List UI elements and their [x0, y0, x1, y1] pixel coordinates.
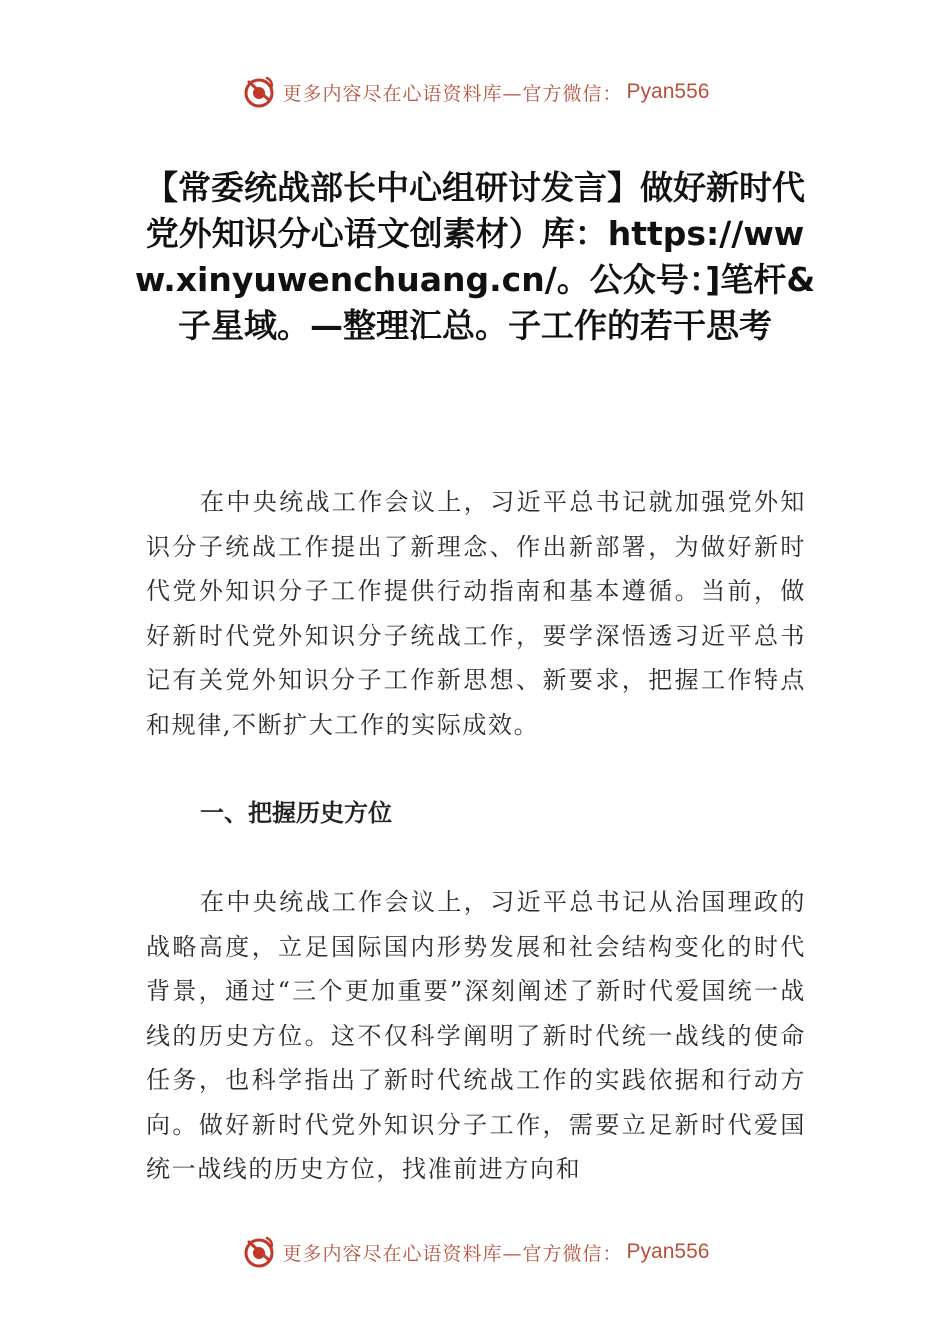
brush-logo-icon [241, 1234, 277, 1270]
document-title: 【常委统战部长中心组研讨发言】做好新时代党外知识分心语文创素材）库：https://www.xinyuwenchuang.cn/。公众号：]笔杆&子星域。—整理汇总。子工作的若干思考 [134, 168, 816, 345]
brush-logo-icon [241, 74, 277, 110]
header-banner [0, 70, 950, 114]
wechat-id: Pyan556 [626, 1240, 710, 1263]
wechat-id: Pyan556 [626, 80, 710, 103]
paragraph-section-1: 在中央统战工作会议上，习近平总书记从治国理政的战略高度，立足国际国内形势发展和社会结构变化的时代背景，通过“三个更加重要”深刻阐述了新时代爱国统一战线的历史方位。这不仅科学阐明了新时代统一战线的使命任务，也科学指出了新时代统战工作的实践依据和行动方向。做好新时代党外知识分子工作，需要立足新时代爱国统一战线的历史方位，找准前进方向和 [146, 888, 806, 1183]
paragraph-intro: 在中央统战工作会议上，习近平总书记就加强党外知识分子统战工作提出了新理念、作出新部署，为做好新时代党外知识分子工作提供行动指南和基本遵循。当前，做好新时代党外知识分子统战工作，要学深悟透习近平总书记有关党外知识分子工作新思想、新要求，把握工作特点和规律,不断扩大工作的实际成效。 [146, 488, 806, 739]
banner-text: 更多内容尽在心语资料库—官方微信： [282, 1242, 623, 1265]
footer-banner [0, 1230, 950, 1274]
section-heading: 一、把握历史方位 [200, 799, 392, 827]
banner-text: 更多内容尽在心语资料库—官方微信： [282, 82, 623, 105]
